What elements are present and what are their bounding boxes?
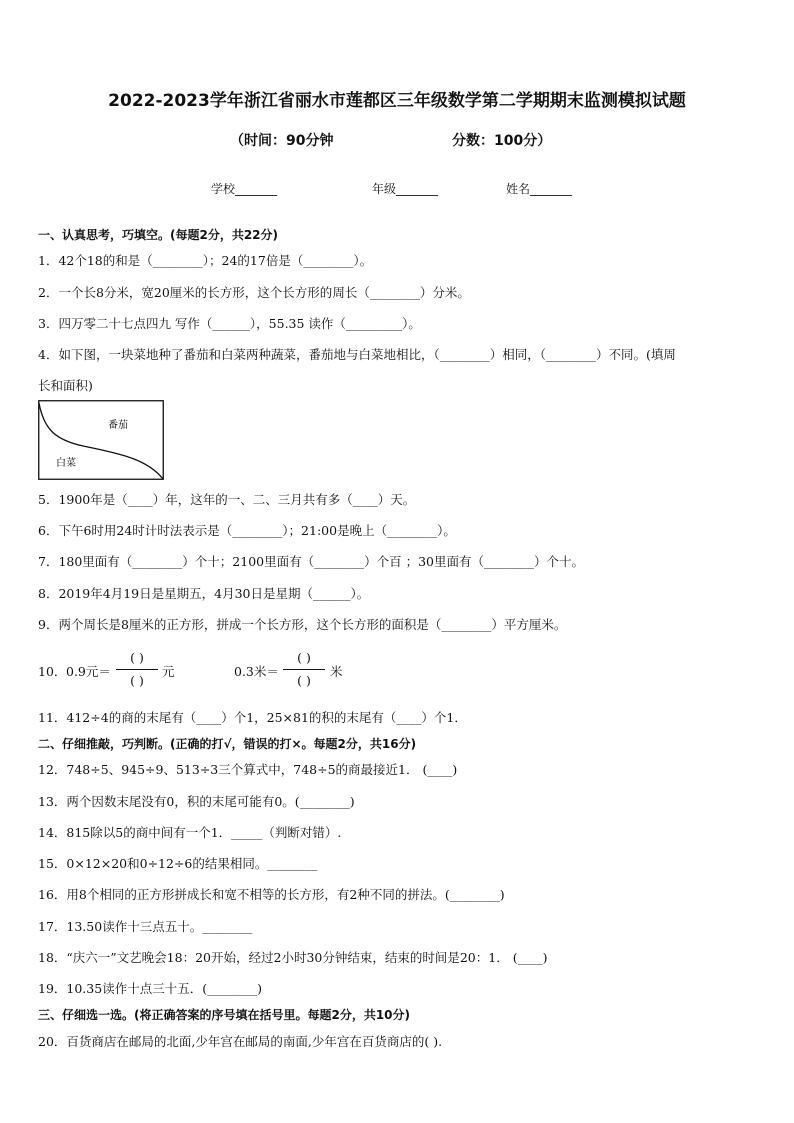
fraction-1 [116,648,158,691]
question-5: 5．1900年是（____）年，这年的一、二、三月共有多（____）天。 [38,492,416,507]
question-2: 2．一个长8分米，宽20厘米的长方形，这个长方形的周长（________）分米。 [38,285,470,300]
exam-score: 分数：100分） [452,133,552,149]
exam-time: （时间：90分钟 [230,133,334,149]
question-10-unit-1: 元 [162,664,175,679]
question-15: 15．0×12×20和0÷12÷6的结果相同。________ [38,856,318,871]
fraction-2 [283,648,325,691]
question-11: 11．412÷4的商的末尾有（____）个1，25×81的积的末尾有（____）个1． [38,710,467,725]
fraction-2-bar [283,669,325,670]
question-7: 7．180里面有（________）个十；2100里面有（________）个百 ；30里面有（________）个十。 [38,554,585,569]
question-17: 17．13.50读作十三点五十。________ [38,919,253,934]
question-19: 19．10.35读作十点三十五．(________) [38,981,262,996]
question-10-unit-2: 米 [330,664,343,679]
question-14: 14．815除以5的商中间有一个1．_____（判断对错）. [38,825,342,840]
fraction-2-numerator: ( ) [297,650,311,665]
question-6: 6．下午6时用24时计时法表示是（________）；21:00是晚上（________）。 [38,523,456,538]
section-1-heading: 一、认真思考，巧填空。(每题2分，共22分) [38,228,279,242]
question-13: 13．两个因数末尾没有0，积的末尾可能有0。(________) [38,794,355,809]
name-field: 姓名_______ [506,182,573,196]
section-3-heading: 三、仔细选一选。(将正确答案的序号填在括号里。每题2分，共10分) [38,1008,411,1022]
fraction-2-denominator: ( ) [297,673,311,688]
vegetable-plot-diagram [38,400,164,480]
question-18: 18．“庆六一”文艺晚会18：20开始，经过2小时30分钟结束，结束的时间是20：1． (____) [38,950,548,965]
question-10-left: 0.9元＝ [66,664,111,679]
fraction-1-denominator: ( ) [130,673,144,688]
tomato-label: 番茄 [108,420,128,431]
fraction-1-bar [116,669,158,670]
page-title: 2022-2023学年浙江省丽水市莲都区三年级数学第二学期期末监测模拟试题 [108,91,686,111]
question-10-number: 10． [38,664,67,679]
section-2-heading: 二、仔细推敲，巧判断。(正确的打√，错误的打×。每题2分，共16分) [38,737,417,751]
fraction-1-numerator: ( ) [130,650,144,665]
question-4-line-1: 4．如下图，一块菜地种了番茄和白菜两种蔬菜，番茄地与白菜地相比，（________）相同，（________）不同。(填周 [38,347,676,362]
question-3: 3．四万零二十七点四九 写作（______），55.35 读作（_________）。 [38,316,421,331]
question-4-line-2: 长和面积) [38,378,93,393]
question-8: 8．2019年4月19日是星期五，4月30日是星期（______）。 [38,586,370,601]
question-9: 9．两个周长是8厘米的正方形，拼成一个长方形，这个长方形的面积是（________）平方厘米。 [38,617,567,632]
cabbage-label: 白菜 [56,458,76,469]
school-field: 学校_______ [211,182,278,196]
question-10-right: 0.3米＝ [234,664,279,679]
question-12: 12．748÷5、945÷9、513÷3三个算式中，748÷5的商最接近1． (____) [38,762,458,777]
question-20: 20．百货商店在邮局的北面,少年宫在邮局的南面,少年宫在百货商店的( ). [38,1034,443,1049]
question-1: 1．42个18的和是（________）；24的17倍是（________）。 [38,253,373,268]
question-16: 16．用8个相同的正方形拼成长和宽不相等的长方形，有2种不同的拼法。(________) [38,887,505,902]
grade-field: 年级_______ [372,182,439,196]
